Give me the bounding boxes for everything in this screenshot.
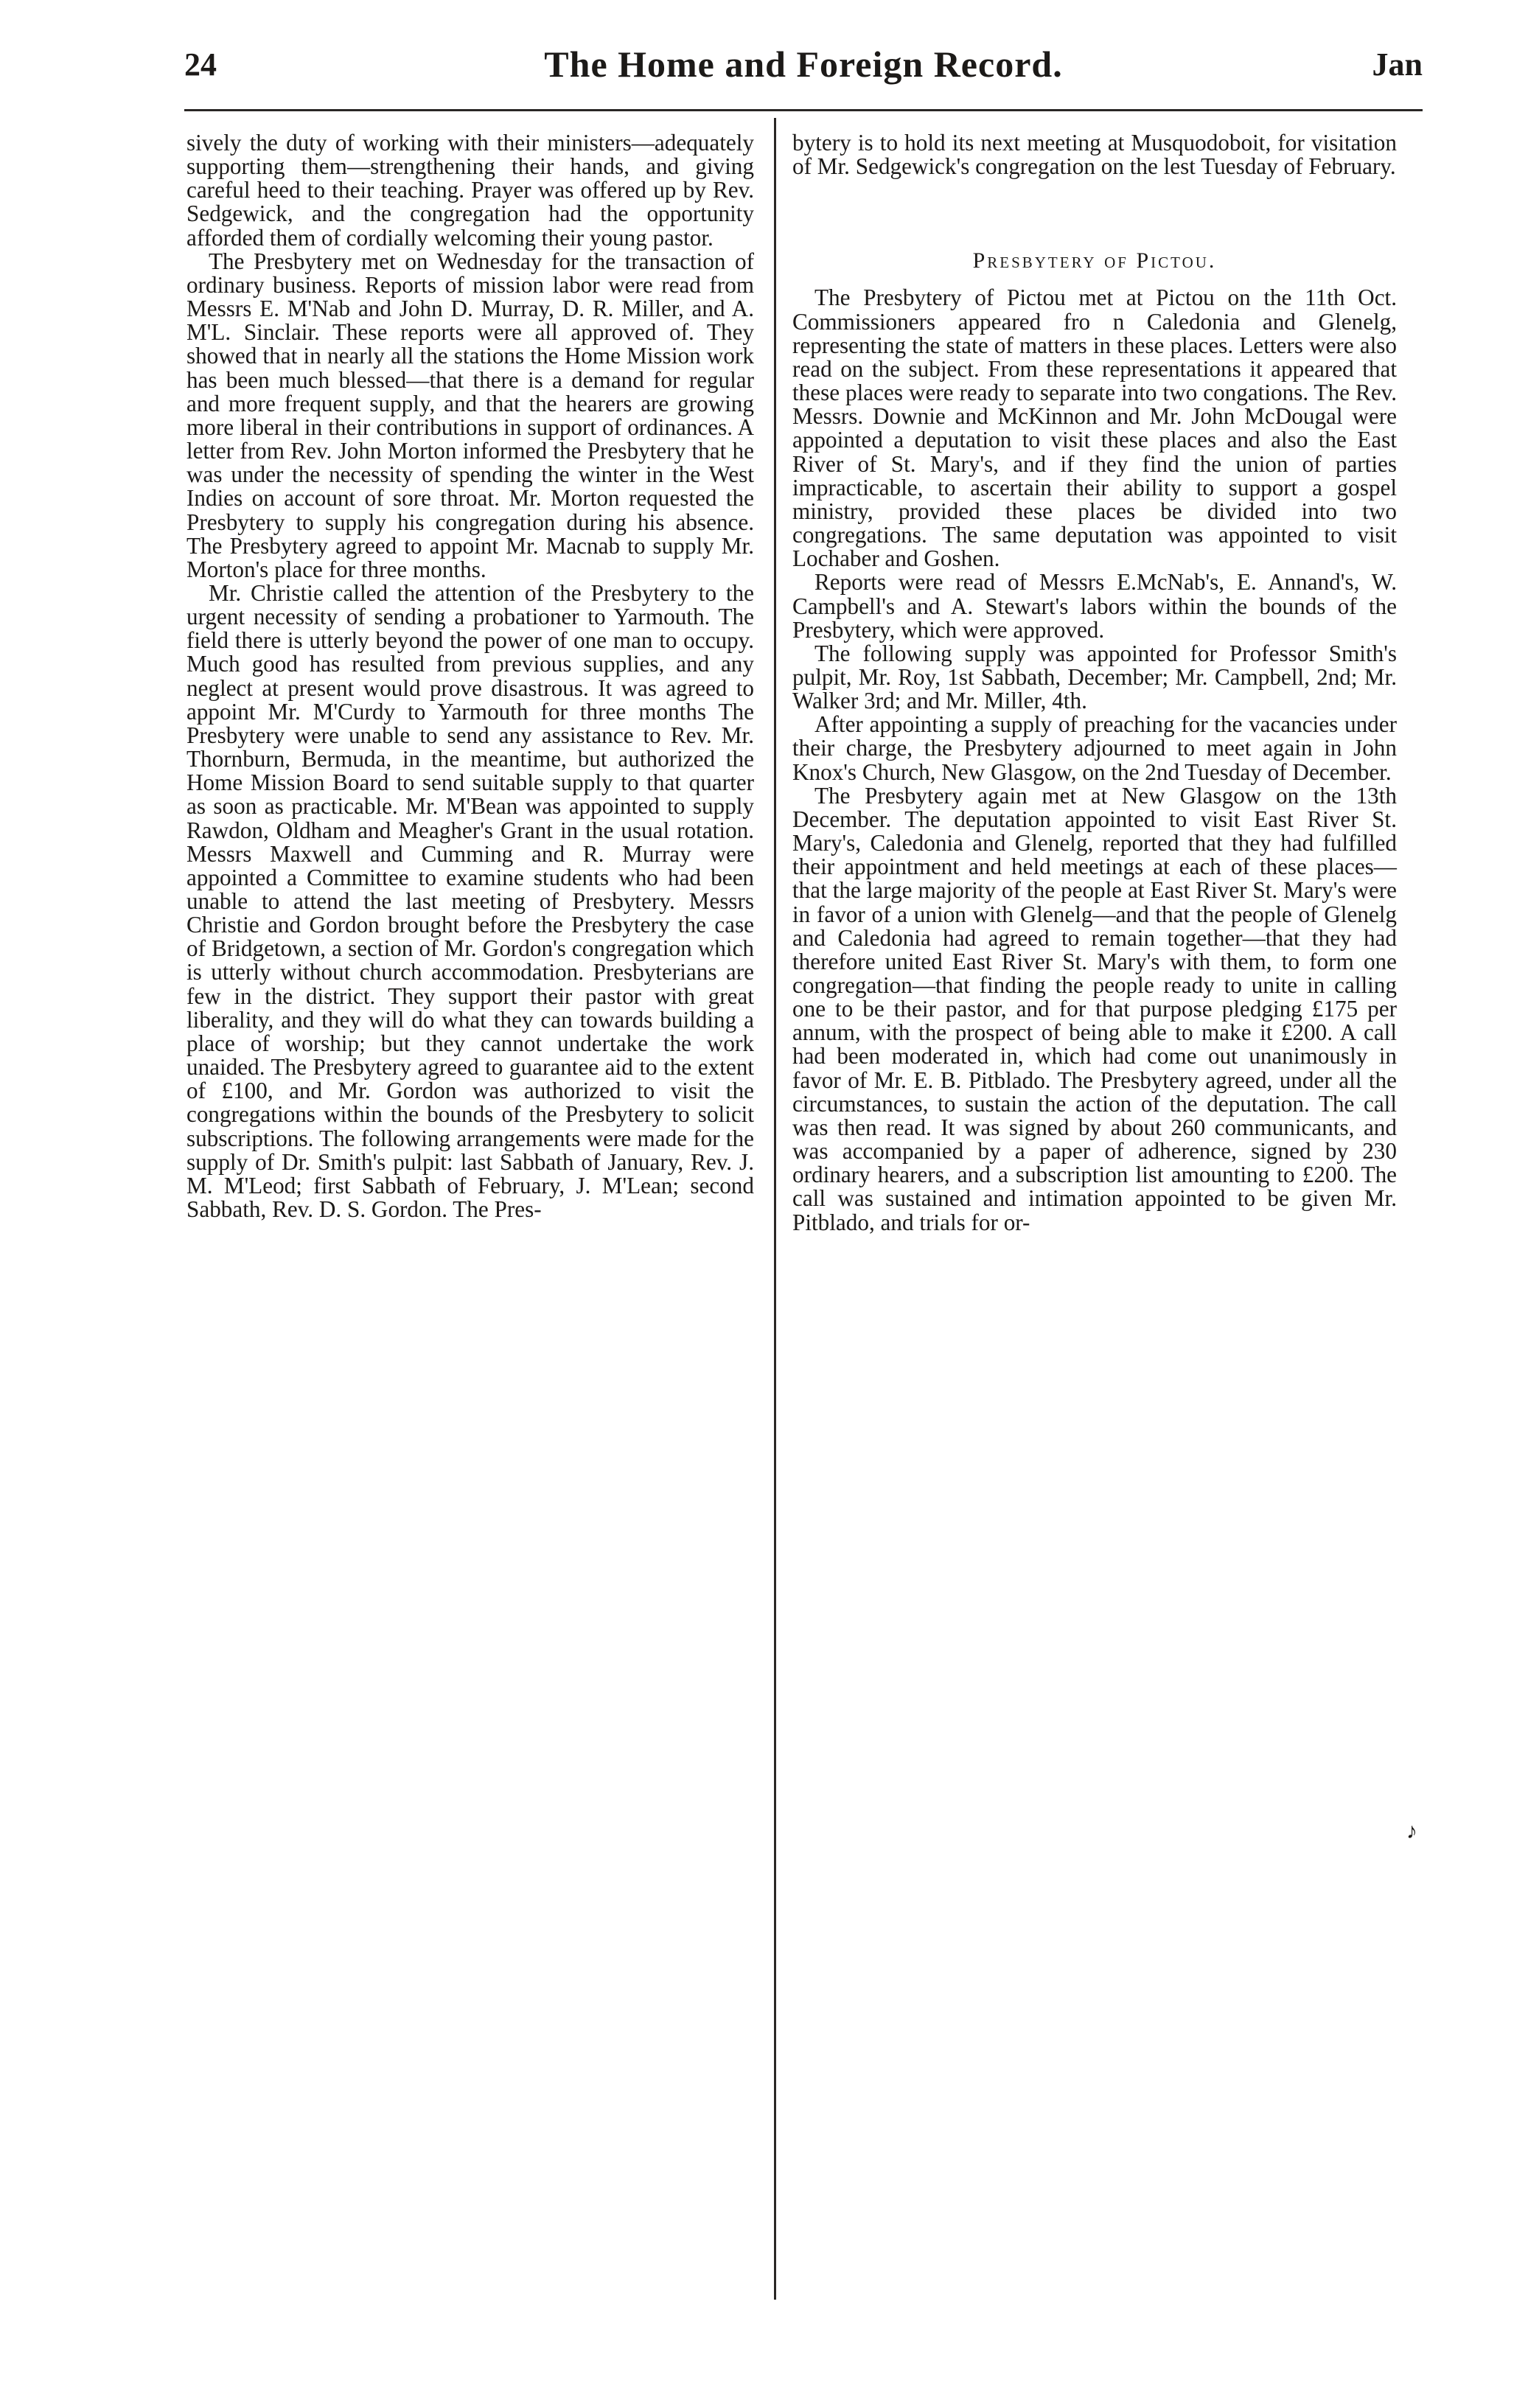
- paragraph: The Presbytery met on Wednesday for the transaction of ordinary business. Reports of mission labor were read from Messrs E. M'Nab and John D. Murray, D. R. Miller, and A. M'L. Sinclair. These reports were all approved of. They showed that in nearly all the stations the Home Mission work has been much blessed—that there is a demand for regular and more frequent supply, and that the hearers are growing more liberal in their contributions in support of ordinances. A letter from Rev. John Morton informed the Presbytery that he was under the necessity of spending the winter in the West Indies on account of sore throat. Mr. Morton requested the Presbytery to supply his congregation during his absence. The Presbytery agreed to appoint Mr. Macnab to supply Mr. Morton's place for three months.: [186, 248, 754, 582]
- header-rule: [184, 109, 1423, 111]
- paragraph: Mr. Christie called the attention of the Presbytery to the urgent necessity of sending a probationer to Yarmouth. The field there is utterly beyond the power of one man to occupy. Much good has resulted from previous supplies, and any neglect at present would prove disastrous. It was agreed to appoint Mr. M'Curdy to Yarmouth for three months The Presbytery were unable to send any assistance to Rev. Mr. Thornburn, Bermuda, in the meantime, but authorized the Home Mission Board to send suitable supply to that quarter as soon as practicable. Mr. M'Bean was appointed to supply Rawdon, Oldham and Meagher's Grant in the usual rotation. Messrs Maxwell and Cumming and R. Murray were appointed a Committee to examine students who had been unable to attend the last meeting of Presbytery. Messrs Christie and Gordon brought before the Presbytery the case of Bridgetown, a section of Mr. Gordon's congregation which is utterly without church accommodation. Presbyterians are few in the district. They support their pastor with great liberality, and they will do what they can towards building a place of worship; but they cannot undertake the work unaided. The Presbytery agreed to guarantee aid to the extent of £100, and Mr. Gordon was authorized to visit the congregations within the bounds of the Presbytery to solicit subscriptions. The following arrangements were made for the supply of Dr. Smith's pulpit: last Sabbath of January, Rev. J. M. M'Leod; first Sabbath of February, J. M'Lean; second Sabbath, Rev. D. S. Gordon. The Pres-: [186, 579, 754, 1223]
- journal-title: The Home and Foreign Record.: [544, 43, 1063, 85]
- page-number: 24: [184, 46, 217, 83]
- running-header: [184, 43, 1423, 109]
- paragraph: The Presbytery of Pictou met at Pictou on the 11th Oct. Commissioners appeared fro n Caledonia and Glenelg, representing the state of matters in these places. Letters were also read on the subject. From these representations it appeared that these places were ready to separate into two congations. The Rev. Messrs. Downie and McKinnon and Mr. John McDougal were appointed a deputation to visit these places and also the East River of St. Mary's, and if they find the union of parties impracticable, to ascertain their ability to support a gospel ministry, provided these places be divided into two congregations. The same deputation was appointed to visit Lochaber and Goshen.: [792, 285, 1397, 572]
- section-heading: Presbytery of Pictou.: [972, 248, 1217, 273]
- paragraph: sively the duty of working with their ministers—adequately supporting them—strengthening their hands, and giving careful heed to their teaching. Prayer was offered up by Rev. Sedgewick, and the congregation had the opportunity afforded them of cordially welcoming their young pastor.: [186, 130, 754, 251]
- right-column: [792, 131, 1397, 1235]
- header-month: Jan: [1372, 46, 1423, 83]
- paragraph: Reports were read of Messrs E.McNab's, E. Annand's, W. Campbell's and A. Stewart's labors within the bounds of the Presbytery, which were approved.: [792, 569, 1397, 643]
- column-divider: [774, 118, 776, 2300]
- paragraph: The following supply was appointed for Professor Smith's pulpit, Mr. Roy, 1st Sabbath, December; Mr. Campbell, 2nd; Mr. Walker 3rd; and Mr. Miller, 4th.: [792, 640, 1397, 714]
- margin-mark: ♪: [1406, 1819, 1417, 1843]
- paragraph: bytery is to hold its next meeting at Musquodoboit, for visitation of Mr. Sedgewick's congregation on the lest Tuesday of February.: [792, 130, 1397, 180]
- paragraph: The Presbytery again met at New Glasgow on the 13th December. The deputation appointed to visit East River St. Mary's, Caledonia and Glenelg, reported that they had fulfilled their appointment and held meetings at each of these places—that the large majority of the people at East River St. Mary's were in favor of a union with Glenelg—and that the people of Glenelg and Caledonia had agreed to remain together—that they had therefore united East River St. Mary's with them, to form one congregation—that finding the people ready to unite in calling one to be their pastor, and for that purpose pledging £175 per annum, with the prospect of being able to make it £200. A call had been moderated in, which had come out unanimously in favor of Mr. E. B. Pitblado. The Presbytery agreed, under all the circumstances, to sustain the action of the deputation. The call was then read. It was signed by about 260 communicants, and was accompanied by a paper of adherence, signed by 230 ordinary hearers, and a subscription list amounting to £200. The call was sustained and intimation appointed to be given Mr. Pitblado, and trials for or-: [792, 782, 1397, 1235]
- paragraph: After appointing a supply of preaching for the vacancies under their charge, the Presbytery adjourned to meet again in John Knox's Church, New Glasgow, on the 2nd Tuesday of December.: [792, 711, 1397, 785]
- left-column: [186, 131, 754, 1221]
